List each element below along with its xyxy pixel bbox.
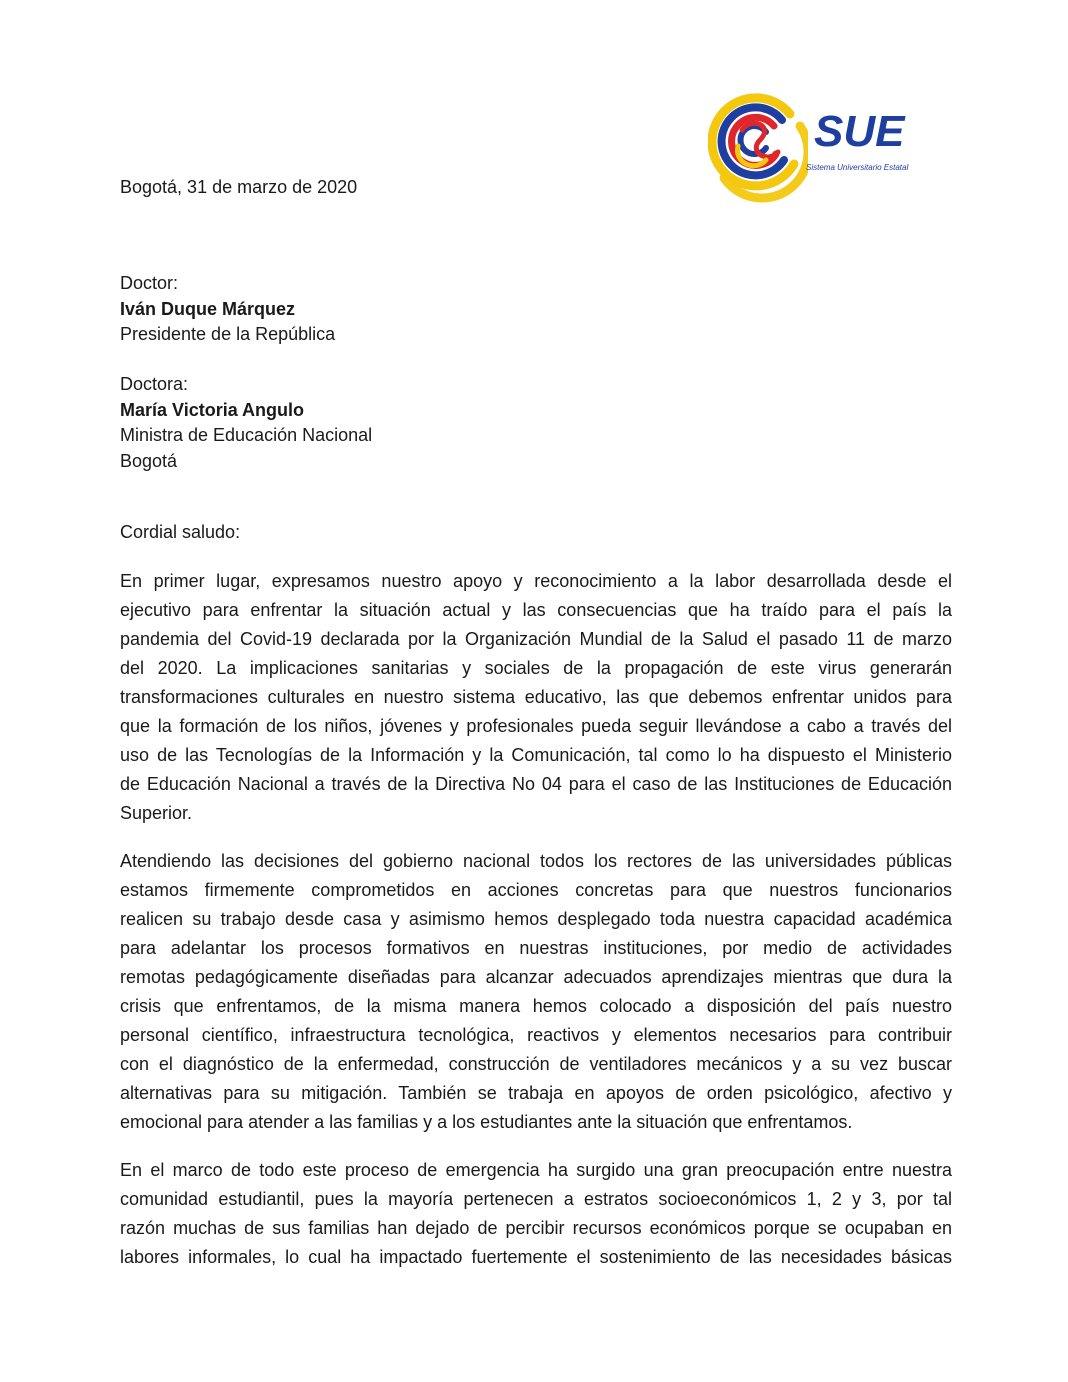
recipient-city: Bogotá — [120, 450, 178, 471]
recipient-role: Presidente de la República — [120, 324, 336, 344]
paragraph-line: pandemia del Covid-19 declarada por la Organización Mundial de la Salud el pasado 11 de marzo — [120, 629, 952, 649]
paragraph-line: crisis que enfrentamos, de la misma manera hemos colocado a disposición del país nuestro — [120, 996, 952, 1016]
paragraph-line: uso de las Tecnologías de la Información y la Comunicación, tal como lo ha dispuesto el Ministerio — [120, 745, 952, 765]
paragraph-line: Atendiendo las decisiones del gobierno nacional todos los rectores de las universidades públicas — [120, 851, 952, 871]
recipient-title: Doctora: — [120, 374, 189, 394]
paragraph-2 — [120, 847, 952, 1137]
paragraph-line: comunidad estudiantil, pues la mayoría pertenecen a estratos socioeconómicos 1, 2 y 3, por tal — [120, 1189, 952, 1209]
recipient-name: Iván Duque Márquez — [120, 298, 296, 319]
sue-emblem-icon — [708, 86, 808, 206]
paragraph-line: ejecutivo para enfrentar la situación actual y las consecuencias que ha traído para el país la — [120, 600, 952, 620]
paragraph-1 — [120, 567, 952, 828]
paragraph-line: para adelantar los procesos formativos en nuestras instituciones, por medio de actividades — [120, 938, 952, 958]
paragraph-line: del 2020. La implicaciones sanitarias y sociales de la propagación de este virus generarán — [120, 658, 952, 678]
paragraph-line: Superior. — [120, 803, 193, 823]
paragraph-line: transformaciones culturales en nuestro sistema educativo, las que debemos enfrentar unidos para — [120, 687, 952, 707]
paragraph-line: estamos firmemente comprometidos en acciones concretas para que nuestros funcionarios — [120, 880, 952, 900]
paragraph-line: alternativas para su mitigación. También se trabaja en apoyos de orden psicológico, afectivo y — [120, 1083, 952, 1103]
greeting: Cordial saludo: — [120, 522, 241, 542]
paragraph-line: razón muchas de sus familias han dejado de percibir recursos económicos porque se ocupaban en — [120, 1218, 952, 1238]
recipient-name: María Victoria Angulo — [120, 399, 305, 420]
recipient-role: Ministra de Educación Nacional — [120, 425, 373, 445]
paragraph-line: labores informales, lo cual ha impactado fuertemente el sostenimiento de las necesidades básicas — [120, 1247, 952, 1267]
paragraph-line: realicen su trabajo desde casa y asimismo hemos desplegado toda nuestra capacidad académica — [120, 909, 952, 929]
recipient-block-1 — [120, 271, 335, 348]
paragraph-line: En el marco de todo este proceso de emergencia ha surgido una gran preocupación entre nuestra — [120, 1160, 952, 1180]
recipient-block-2 — [120, 372, 372, 474]
paragraph-line: de Educación Nacional a través de la Directiva No 04 para el caso de las Instituciones de Educación — [120, 774, 952, 794]
recipient-title: Doctor: — [120, 273, 179, 293]
paragraph-line: remotas pedagógicamente diseñadas para alcanzar adecuados aprendizajes mientras que dura la — [120, 967, 952, 987]
logo-subtitle: Sistema Universitario Estatal — [806, 163, 909, 172]
paragraph-line: emocional para atender a las familias y a los estudiantes ante la situación que enfrentamos. — [120, 1112, 853, 1132]
sue-logo — [708, 86, 918, 206]
paragraph-line: que la formación de los niños, jóvenes y profesionales pueda seguir llevándose a cabo a través del — [120, 716, 952, 736]
letter-date: Bogotá, 31 de marzo de 2020 — [120, 177, 358, 197]
paragraph-3 — [120, 1156, 952, 1272]
paragraph-line: En primer lugar, expresamos nuestro apoyo y reconocimiento a la labor desarrollada desde el — [120, 571, 952, 591]
logo-wordmark: SUE — [814, 107, 905, 156]
paragraph-line: personal científico, infraestructura tecnológica, reactivos y elementos necesarios para contribuir — [120, 1025, 952, 1045]
paragraph-line: con el diagnóstico de la enfermedad, construcción de ventiladores mecánicos y a su vez buscar — [120, 1054, 952, 1074]
